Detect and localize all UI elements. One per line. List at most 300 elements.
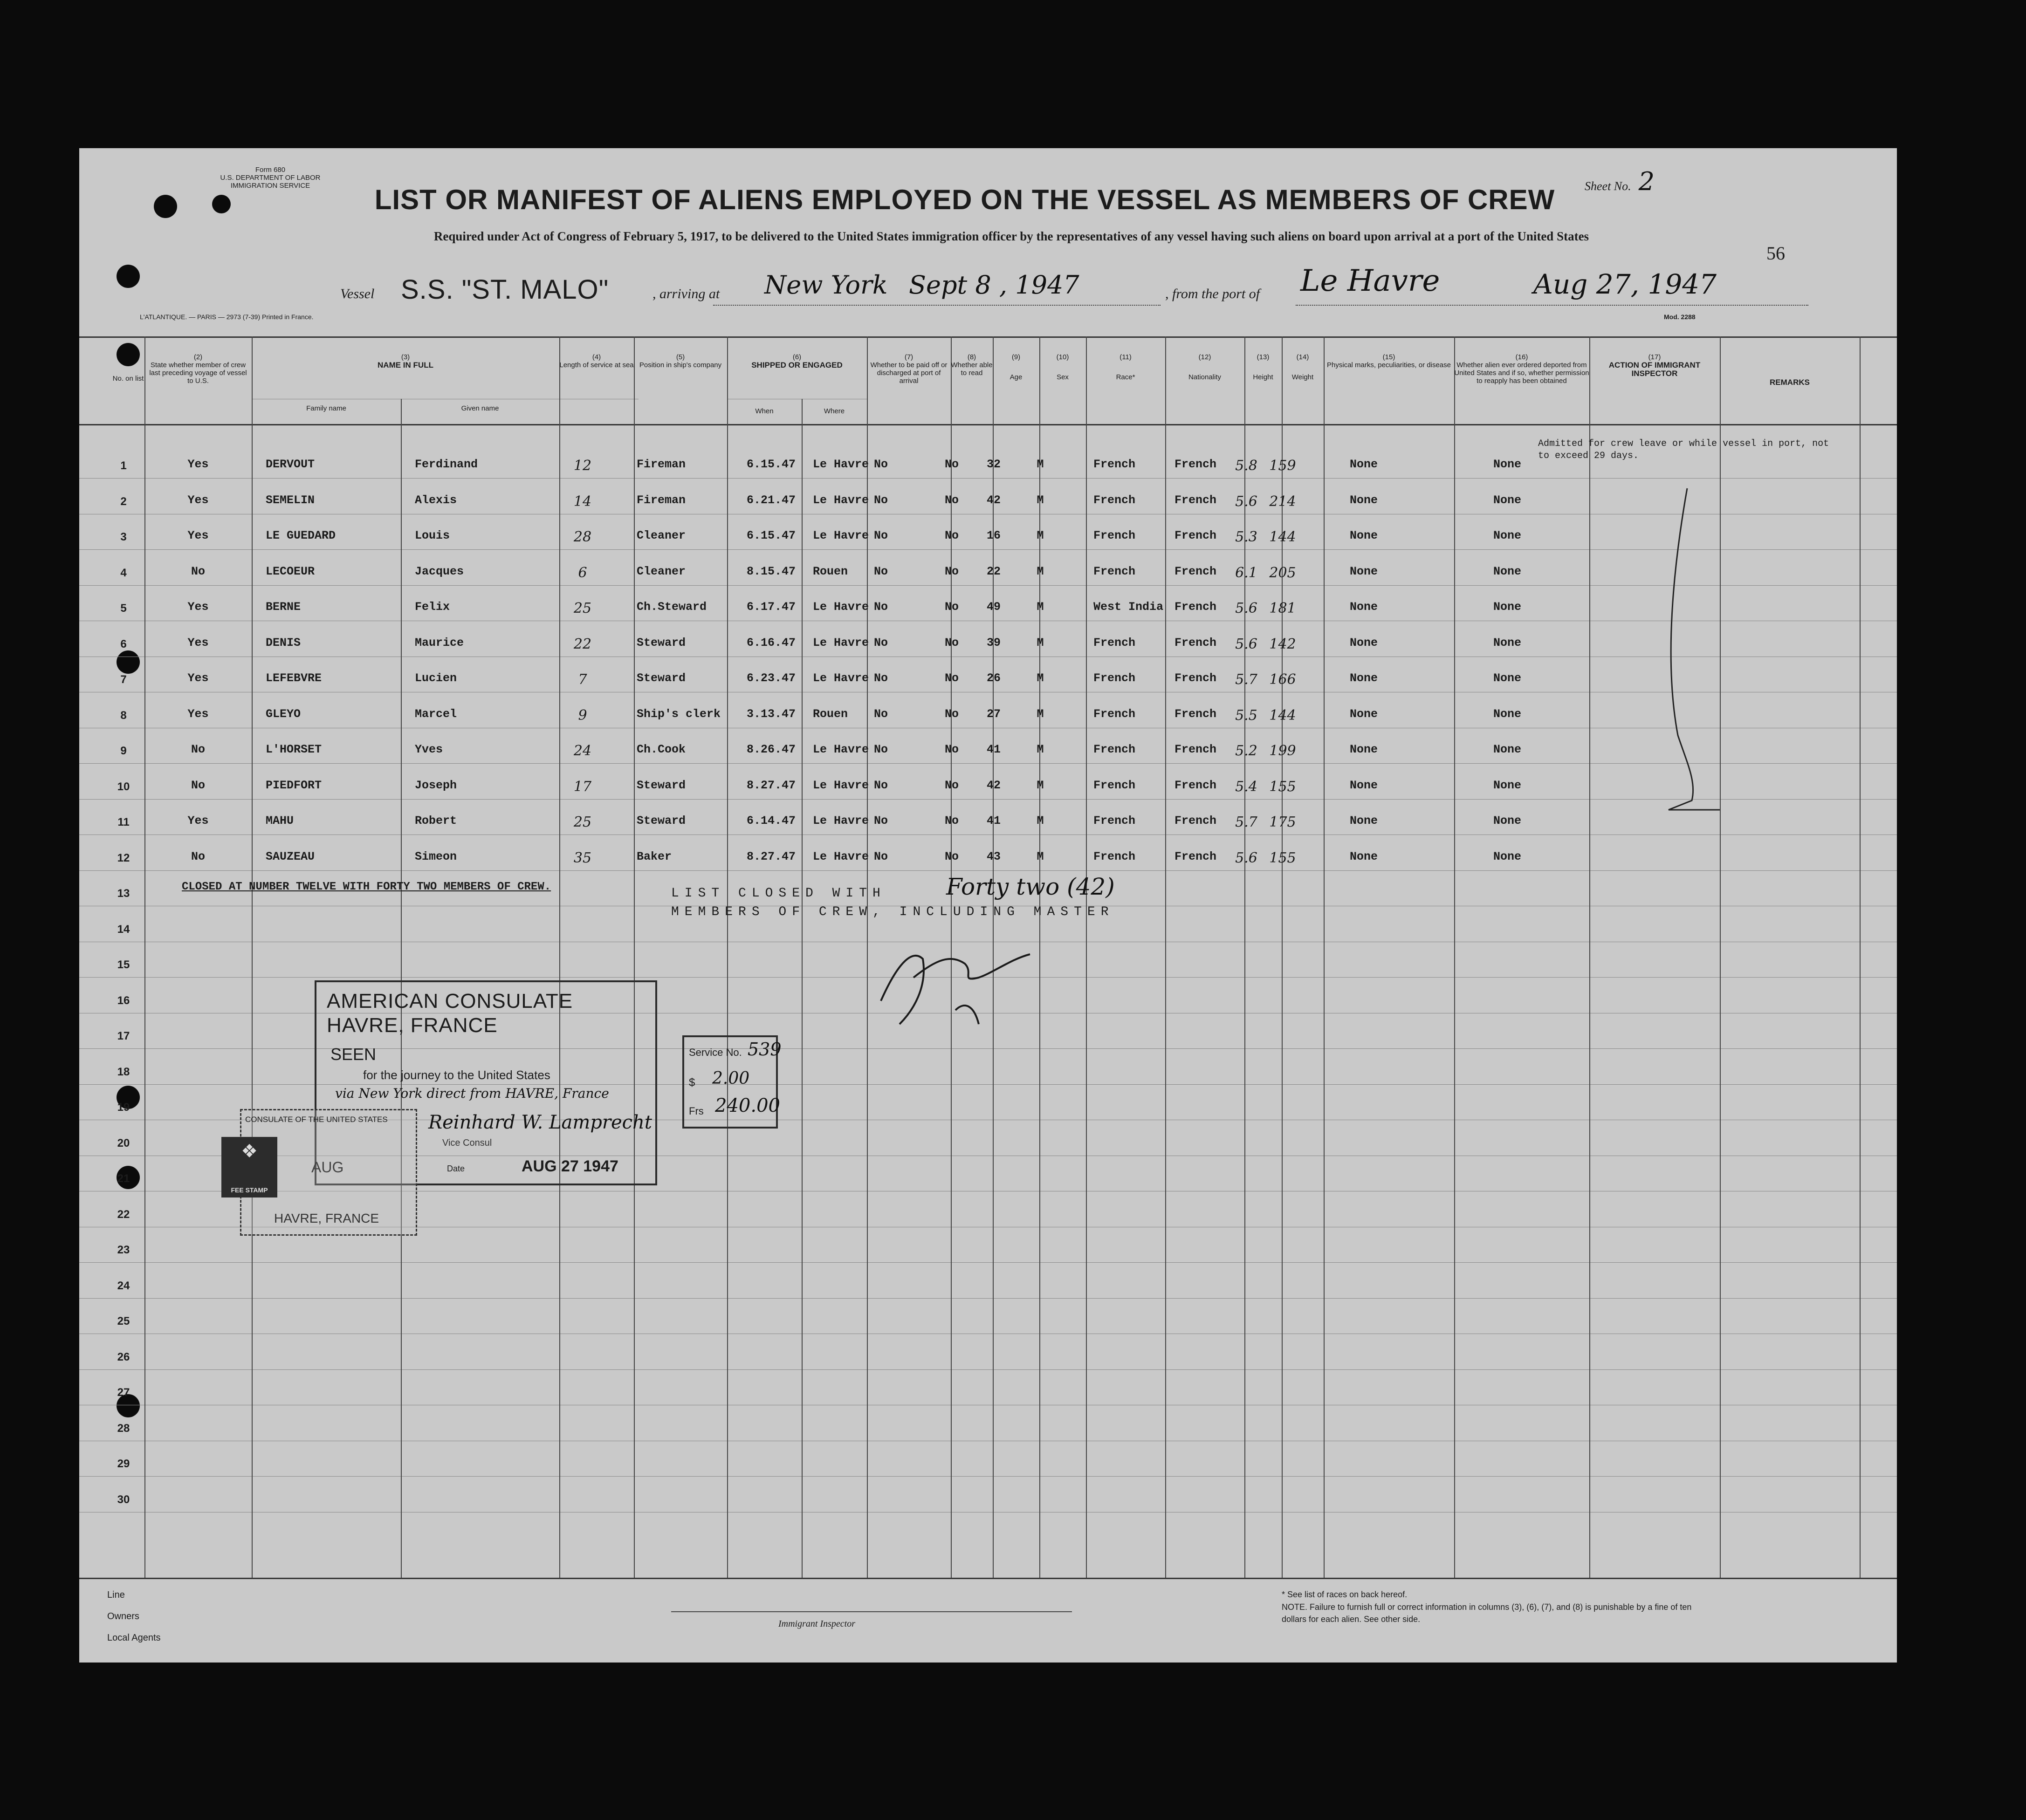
cell-paid-off: No — [873, 529, 888, 542]
row-number: 27 — [117, 1386, 130, 1399]
cell-when: 6.16.47 — [747, 636, 796, 650]
footer-owners-label: Owners — [107, 1611, 139, 1622]
arriving-date: Sept 8 , 1947 — [909, 270, 1079, 300]
cell-given: Jacques — [415, 564, 464, 578]
cell-where: Le Havre — [813, 600, 869, 614]
cell-race: French — [1093, 849, 1136, 863]
printer-line: L'ATLANTIQUE. — PARIS — 2973 (7-39) Printed in France. — [140, 313, 314, 321]
master-signature — [872, 931, 1039, 1043]
cell-nationality: French — [1174, 707, 1217, 721]
cell-nationality: French — [1174, 493, 1217, 507]
cell-age: 41 — [986, 814, 1001, 828]
from-port: Le Havre — [1300, 264, 1440, 298]
col-divider — [867, 336, 868, 1578]
header-given-name: Given name — [461, 404, 499, 412]
cell-service: 7 — [578, 671, 587, 688]
cell-race: French — [1093, 814, 1136, 828]
row-rule — [79, 1476, 1897, 1477]
cell-nationality: French — [1174, 458, 1217, 471]
cell-service: 22 — [573, 636, 592, 652]
cell-weight: 159 — [1269, 458, 1296, 474]
cell-deported: None — [1493, 778, 1522, 792]
cell-given: Simeon — [415, 849, 457, 863]
header-sex: (10) Sex — [1056, 353, 1069, 381]
cell-marks: None — [1350, 493, 1378, 507]
races-note: * See list of races on back hereof. — [1282, 1590, 1408, 1599]
cell-deported: None — [1493, 529, 1522, 542]
cell-sex: M — [1037, 458, 1044, 471]
cell-given: Joseph — [415, 778, 457, 792]
crew-count-handwritten: Forty two (42) — [946, 873, 1115, 900]
inspector-signature-line — [671, 1611, 1072, 1612]
vessel-name: S.S. "ST. MALO" — [401, 274, 609, 305]
cell-height: 5.6 — [1235, 849, 1257, 866]
cell-position: Cleaner — [637, 564, 686, 578]
header-when: When — [755, 407, 774, 415]
cell-prev: No — [191, 849, 205, 863]
cell-prev: Yes — [187, 636, 209, 650]
punch-hole — [154, 195, 177, 218]
cell-nationality: French — [1174, 671, 1217, 685]
col-divider — [1324, 336, 1325, 1578]
header-shipped-engaged: (6) SHIPPED OR ENGAGED — [751, 353, 843, 369]
cell-where: Le Havre — [813, 671, 869, 685]
row-number: 10 — [117, 780, 130, 793]
vessel-label: Vessel — [340, 286, 375, 301]
row-number: 11 — [117, 816, 130, 828]
cell-position: Ch.Cook — [637, 743, 686, 756]
cell-given: Lucien — [415, 671, 457, 685]
header-where: Where — [824, 407, 845, 415]
cell-sex: M — [1037, 493, 1044, 507]
cell-deported: None — [1493, 671, 1522, 685]
col-divider — [144, 336, 145, 1578]
cell-sex: M — [1037, 707, 1044, 721]
col-divider — [559, 336, 560, 1578]
cell-given: Robert — [415, 814, 457, 828]
footer-rule — [79, 1578, 1897, 1579]
cell-race: French — [1093, 636, 1136, 650]
col-divider — [1282, 336, 1283, 1578]
row-number: 2 — [120, 495, 127, 508]
cell-weight: 181 — [1269, 600, 1296, 616]
cell-marks: None — [1350, 814, 1378, 828]
cell-sex: M — [1037, 849, 1044, 863]
cell-marks: None — [1350, 849, 1378, 863]
cell-given: Yves — [415, 743, 443, 756]
cell-prev: No — [191, 778, 205, 792]
cell-weight: 155 — [1269, 778, 1296, 795]
cell-nationality: French — [1174, 778, 1217, 792]
row-number: 25 — [117, 1315, 130, 1327]
cell-family: LE GUEDARD — [266, 529, 336, 542]
row-number: 4 — [120, 566, 127, 579]
cell-given: Louis — [415, 529, 450, 542]
cell-age: 32 — [986, 458, 1001, 471]
cell-position: Steward — [637, 636, 686, 650]
cell-given: Felix — [415, 600, 450, 614]
cell-deported: None — [1493, 600, 1522, 614]
cell-service: 12 — [573, 458, 592, 474]
cell-when: 8.15.47 — [747, 564, 796, 578]
cell-sex: M — [1037, 778, 1044, 792]
cell-position: Steward — [637, 671, 686, 685]
cell-race: French — [1093, 778, 1136, 792]
list-closed-stamp: LIST CLOSED WITH MEMBERS OF CREW, INCLUDING MASTER — [671, 886, 1114, 919]
punch-hole — [117, 265, 140, 288]
cell-family: BERNE — [266, 600, 301, 614]
cell-given: Maurice — [415, 636, 464, 650]
cell-age: 42 — [986, 778, 1001, 792]
cell-marks: None — [1350, 707, 1378, 721]
row-number: 28 — [117, 1422, 130, 1435]
col-divider — [1244, 336, 1245, 1578]
cell-family: MAHU — [266, 814, 294, 828]
cell-deported: None — [1493, 743, 1522, 756]
header-remarks: REMARKS — [1770, 378, 1810, 387]
footer-local-agents-label: Local Agents — [107, 1633, 161, 1643]
row-number: 17 — [117, 1030, 130, 1042]
cell-marks: None — [1350, 636, 1378, 650]
cell-deported: None — [1493, 849, 1522, 863]
cell-age: 39 — [986, 636, 1001, 650]
table-top-rule — [79, 336, 1897, 338]
header-able-to-read: (8) Whether able to read — [951, 353, 993, 377]
cell-where: Le Havre — [813, 778, 869, 792]
cell-position: Baker — [637, 849, 672, 863]
row-rule — [79, 1262, 1897, 1263]
cell-marks: None — [1350, 671, 1378, 685]
cell-marks: None — [1350, 778, 1378, 792]
cell-family: DERVOUT — [266, 458, 315, 471]
col-divider — [1165, 336, 1166, 1578]
cell-position: Fireman — [637, 458, 686, 471]
page-number: 56 — [1766, 243, 1785, 264]
cell-nationality: French — [1174, 564, 1217, 578]
form-mod-number: Mod. 2288 — [1664, 313, 1696, 321]
cell-height: 6.1 — [1235, 564, 1257, 581]
cell-prev: No — [191, 564, 205, 578]
cell-when: 8.27.47 — [747, 778, 796, 792]
row-number: 13 — [117, 887, 130, 900]
header-no-on-list: No. on list — [112, 375, 144, 383]
row-number: 23 — [117, 1244, 130, 1256]
cell-position: Ship's clerk — [637, 707, 721, 721]
cell-given: Alexis — [415, 493, 457, 507]
cell-age: 27 — [986, 707, 1001, 721]
cell-height: 5.7 — [1235, 814, 1257, 830]
arriving-label: , arriving at — [652, 286, 720, 301]
cell-paid-off: No — [873, 814, 888, 828]
cell-weight: 199 — [1269, 743, 1296, 759]
col-divider — [634, 336, 635, 1578]
header-length-of-service: (4) Length of service at sea — [559, 353, 634, 369]
cell-height: 5.8 — [1235, 458, 1257, 474]
cell-service: 17 — [573, 778, 592, 795]
row-number: 16 — [117, 994, 130, 1007]
row-number: 18 — [117, 1065, 130, 1078]
cell-marks: None — [1350, 529, 1378, 542]
cell-height: 5.6 — [1235, 493, 1257, 510]
cell-paid-off: No — [873, 636, 888, 650]
cell-service: 9 — [578, 707, 587, 724]
cell-when: 6.14.47 — [747, 814, 796, 828]
header-nationality: (12) Nationality — [1188, 353, 1222, 381]
cell-nationality: French — [1174, 529, 1217, 542]
cell-age: 42 — [986, 493, 1001, 507]
header-inspector-action: (17) ACTION OF IMMIGRANT INSPECTOR — [1608, 353, 1701, 378]
cell-paid-off: No — [873, 564, 888, 578]
cell-weight: 142 — [1269, 636, 1296, 652]
row-number: 19 — [117, 1101, 130, 1114]
cell-family: LECOEUR — [266, 564, 315, 578]
cell-weight: 205 — [1269, 564, 1296, 581]
cell-family: DENIS — [266, 636, 301, 650]
cell-family: L'HORSET — [266, 743, 322, 756]
cell-prev: Yes — [187, 600, 209, 614]
cell-paid-off: No — [873, 849, 888, 863]
col-divider — [1589, 336, 1590, 1578]
cell-deported: None — [1493, 814, 1522, 828]
row-number: 30 — [117, 1493, 130, 1506]
cell-where: Le Havre — [813, 529, 869, 542]
col-divider — [1086, 336, 1087, 1578]
cell-where: Le Havre — [813, 849, 869, 863]
col-divider — [1039, 336, 1040, 1578]
cell-age: 16 — [986, 529, 1001, 542]
cell-prev: Yes — [187, 814, 209, 828]
cell-race: French — [1093, 564, 1136, 578]
cell-marks: None — [1350, 564, 1378, 578]
header-physical-marks: (15) Physical marks, peculiarities, or disease — [1327, 353, 1451, 369]
cell-nationality: French — [1174, 849, 1217, 863]
cell-height: 5.7 — [1235, 671, 1257, 688]
fine-note: NOTE. Failure to furnish full or correct information in columns (3), (6), (7), and (8) is punishable by a fine of ten dollars for each alien. See other side. — [1282, 1602, 1692, 1624]
cell-position: Ch.Steward — [637, 600, 707, 614]
cell-race: French — [1093, 458, 1136, 471]
cell-read: No — [944, 778, 959, 792]
row-number: 9 — [120, 745, 127, 757]
row-number: 1 — [120, 459, 127, 472]
cell-nationality: French — [1174, 814, 1217, 828]
cell-age: 22 — [986, 564, 1001, 578]
cell-sex: M — [1037, 671, 1044, 685]
header-weight: (14) Weight — [1291, 353, 1314, 381]
cell-read: No — [944, 849, 959, 863]
service-fee-stamp: Service No. 539 $ 2.00 Frs 240.00 — [682, 1035, 778, 1129]
cell-paid-off: No — [873, 743, 888, 756]
cell-where: Le Havre — [813, 458, 869, 471]
cell-deported: None — [1493, 493, 1522, 507]
cell-sex: M — [1037, 564, 1044, 578]
cell-marks: None — [1350, 743, 1378, 756]
cell-deported: None — [1493, 564, 1522, 578]
cell-when: 6.23.47 — [747, 671, 796, 685]
punch-hole — [117, 650, 140, 674]
row-number: 15 — [117, 958, 130, 971]
cell-height: 5.4 — [1235, 778, 1257, 795]
cell-service: 28 — [573, 529, 592, 545]
row-number: 12 — [117, 851, 130, 864]
admission-remark: Admitted for crew leave or while vessel in port, not to exceed 29 days. — [1538, 438, 1829, 461]
cell-weight: 166 — [1269, 671, 1296, 688]
header-height: (13) Height — [1253, 353, 1273, 381]
row-number: 14 — [117, 923, 130, 936]
cell-given: Ferdinand — [415, 458, 478, 471]
sheet-number: Sheet No. 2 — [1585, 167, 1655, 196]
cell-where: Le Havre — [813, 814, 869, 828]
row-number: 6 — [120, 637, 127, 650]
document-title: LIST OR MANIFEST OF ALIENS EMPLOYED ON THE VESSEL AS MEMBERS OF CREW — [374, 184, 1555, 215]
cell-weight: 155 — [1269, 849, 1296, 866]
cell-service: 25 — [573, 814, 592, 830]
header-position: (5) Position in ship's company — [639, 353, 722, 369]
cell-paid-off: No — [873, 707, 888, 721]
consulate-stamp: AMERICAN CONSULATE HAVRE, FRANCE SEEN for the journey to the United States via New York direct from HAVRE, France Reinhard W. Lamprecht Vice Consul Date AUG 27 1947 — [315, 980, 657, 1185]
cell-race: French — [1093, 493, 1136, 507]
cell-read: No — [944, 707, 959, 721]
row-number: 29 — [117, 1457, 130, 1470]
cell-service: 35 — [573, 849, 592, 866]
cell-deported: None — [1493, 636, 1522, 650]
cell-prev: Yes — [187, 458, 209, 471]
table-header-rule — [79, 424, 1897, 425]
row-number: 21 — [117, 1172, 130, 1185]
cell-read: No — [944, 564, 959, 578]
cell-height: 5.2 — [1235, 743, 1257, 759]
cell-weight: 144 — [1269, 707, 1296, 724]
header-age: (9) Age — [1010, 353, 1023, 381]
row-rule — [79, 870, 1897, 871]
cell-read: No — [944, 529, 959, 542]
manifest-sheet — [79, 148, 1897, 1663]
cell-service: 6 — [578, 564, 587, 581]
cell-when: 8.26.47 — [747, 743, 796, 756]
header-deported: (16) Whether alien ever ordered deported from United States and if so, whether permission to reapply has been obtained — [1454, 353, 1589, 385]
departure-date: Aug 27, 1947 — [1533, 268, 1717, 300]
row-number: 20 — [117, 1136, 130, 1149]
cell-paid-off: No — [873, 778, 888, 792]
cell-when: 3.13.47 — [747, 707, 796, 721]
cell-where: Le Havre — [813, 493, 869, 507]
cell-height: 5.6 — [1235, 600, 1257, 616]
row-number: 5 — [120, 602, 127, 615]
cell-sex: M — [1037, 529, 1044, 542]
punch-hole — [117, 343, 140, 366]
cell-race: French — [1093, 529, 1136, 542]
inspector-label: Immigrant Inspector — [778, 1619, 855, 1629]
col-divider — [1454, 336, 1455, 1578]
cell-sex: M — [1037, 600, 1044, 614]
cell-nationality: French — [1174, 743, 1217, 756]
cell-position: Steward — [637, 814, 686, 828]
cell-where: Le Havre — [813, 743, 869, 756]
col-divider — [1860, 336, 1861, 1578]
cell-where: Rouen — [813, 564, 848, 578]
cell-position: Steward — [637, 778, 686, 792]
cell-when: 6.15.47 — [747, 529, 796, 542]
cell-read: No — [944, 743, 959, 756]
cell-paid-off: No — [873, 600, 888, 614]
form-identifier: Form 680 U.S. DEPARTMENT OF LABOR IMMIGRATION SERVICE — [220, 166, 321, 190]
cell-sex: M — [1037, 814, 1044, 828]
header-family-name: Family name — [306, 404, 346, 412]
row-number: 26 — [117, 1350, 130, 1363]
row-rule — [79, 1369, 1897, 1370]
col-divider — [252, 336, 253, 1578]
cell-height: 5.6 — [1235, 636, 1257, 652]
cell-given: Marcel — [415, 707, 457, 721]
cell-prev: No — [191, 743, 205, 756]
cell-prev: Yes — [187, 529, 209, 542]
cell-family: SEMELIN — [266, 493, 315, 507]
cell-age: 41 — [986, 743, 1001, 756]
row-number: 8 — [120, 709, 127, 722]
cell-paid-off: No — [873, 458, 888, 471]
cell-read: No — [944, 671, 959, 685]
cell-age: 43 — [986, 849, 1001, 863]
cell-when: 8.27.47 — [747, 849, 796, 863]
cell-race: French — [1093, 743, 1136, 756]
punch-hole — [212, 195, 231, 213]
col-divider — [802, 399, 803, 1578]
cell-marks: None — [1350, 600, 1378, 614]
cell-deported: None — [1493, 458, 1522, 471]
cell-prev: Yes — [187, 493, 209, 507]
cell-read: No — [944, 636, 959, 650]
cell-weight: 144 — [1269, 529, 1296, 545]
cell-read: No — [944, 493, 959, 507]
cell-family: SAUZEAU — [266, 849, 315, 863]
port-underline — [1296, 305, 1808, 306]
cell-family: LEFEBVRE — [266, 671, 322, 685]
cell-service: 25 — [573, 600, 592, 616]
row-number: 7 — [120, 673, 127, 686]
cell-deported: None — [1493, 707, 1522, 721]
cell-nationality: French — [1174, 600, 1217, 614]
cell-when: 6.21.47 — [747, 493, 796, 507]
cell-weight: 214 — [1269, 493, 1296, 510]
arriving-port: New York — [764, 270, 888, 300]
header-name-in-full: (3) NAME IN FULL — [378, 353, 433, 369]
cell-read: No — [944, 458, 959, 471]
cell-read: No — [944, 600, 959, 614]
header-race: (11) Race* — [1116, 353, 1135, 381]
footer-line-label: Line — [107, 1590, 125, 1600]
cell-sex: M — [1037, 636, 1044, 650]
cell-position: Cleaner — [637, 529, 686, 542]
cell-prev: Yes — [187, 707, 209, 721]
from-port-label: , from the port of — [1165, 286, 1260, 301]
inspector-bracket-mark — [1617, 474, 1738, 828]
cell-prev: Yes — [187, 671, 209, 685]
cell-family: PIEDFORT — [266, 778, 322, 792]
cell-paid-off: No — [873, 671, 888, 685]
cell-age: 26 — [986, 671, 1001, 685]
arrival-underline — [713, 305, 1161, 306]
document-subtitle: Required under Act of Congress of February 5, 1917, to be delivered to the United States immigration officer by the representatives of any vessel having such aliens on board upon arrival at a port of the United States — [433, 229, 1589, 243]
header-col2: (2) State whether member of crew last preceding voyage of vessel to U.S. — [149, 353, 247, 385]
cell-read: No — [944, 814, 959, 828]
fee-stamp-icon: ❖ FEE STAMP — [221, 1137, 277, 1197]
cell-age: 49 — [986, 600, 1001, 614]
cell-paid-off: No — [873, 493, 888, 507]
cell-service: 24 — [573, 743, 592, 759]
cell-family: GLEYO — [266, 707, 301, 721]
col-divider — [727, 336, 728, 1578]
consulate-fee-stamp: CONSULATE OF THE UNITED STATES AUG HAVRE, FRANCE — [240, 1109, 417, 1236]
cell-height: 5.5 — [1235, 707, 1257, 724]
